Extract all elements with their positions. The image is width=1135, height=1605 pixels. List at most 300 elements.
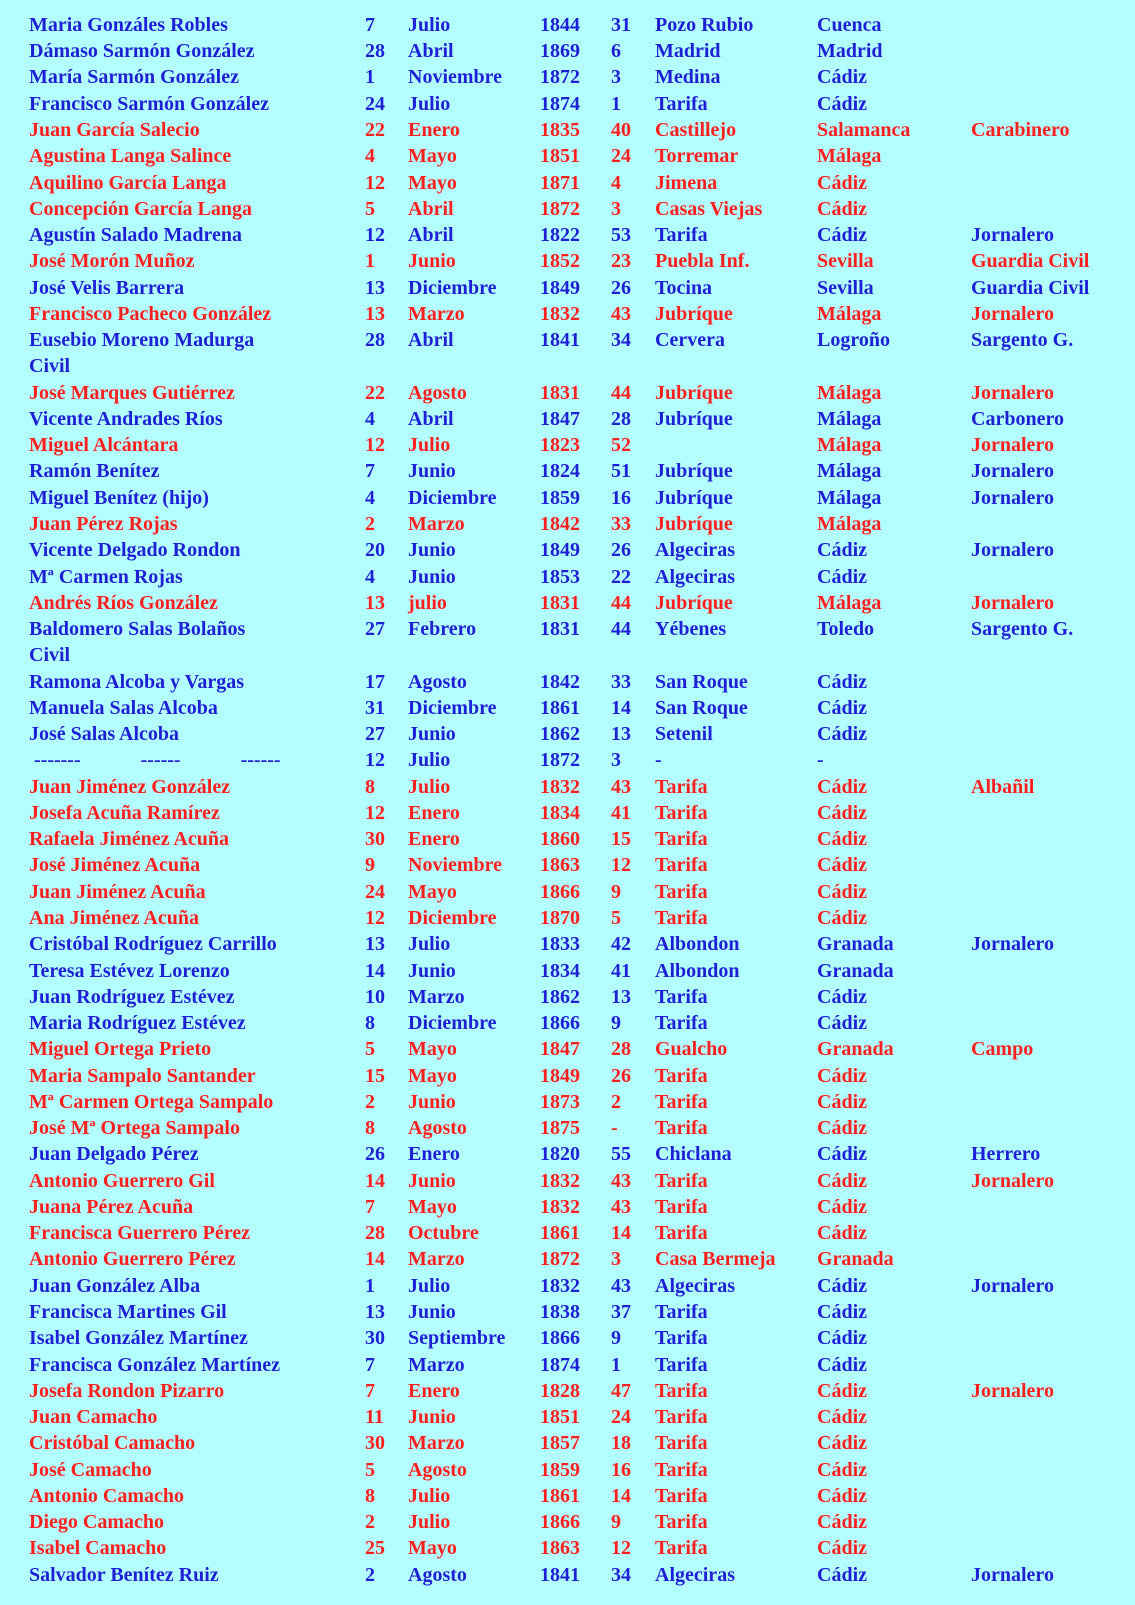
birth-town: Tarifa [655,1432,708,1454]
birth-province: Cádiz [817,539,867,561]
birth-province: Cádiz [817,1275,867,1297]
birth-month: Abril [408,40,454,62]
birth-province: Cádiz [817,1327,867,1349]
birth-year: 1863 [540,1537,580,1559]
birth-year: 1860 [540,828,580,850]
birth-day: 12 [365,224,385,246]
birth-year: 1838 [540,1301,580,1323]
birth-province: Cádiz [817,1117,867,1139]
birth-month: Junio [408,1091,456,1113]
birth-month: Abril [408,329,454,351]
person-name: Ramona Alcoba y Vargas [29,671,245,693]
age: 23 [611,250,631,272]
table-row [0,616,1135,642]
birth-day: 2 [365,1091,375,1113]
birth-town: Jubríque [655,592,733,614]
birth-day: 26 [365,1143,385,1165]
table-row [0,747,1135,773]
person-name: José Salas Alcoba [29,723,180,745]
person-name: Antonio Camacho [29,1485,185,1507]
person-name: Juan Jiménez González [29,776,231,798]
table-row [0,958,1135,984]
birth-town: Tarifa [655,802,708,824]
table-row [0,91,1135,117]
birth-town: Tarifa [655,828,708,850]
birth-year: 1863 [540,854,580,876]
birth-day: 13 [365,303,385,325]
birth-province: Cádiz [817,671,867,693]
age: 44 [611,592,631,614]
person-name: Maria Gonzáles Robles [29,14,228,36]
birth-month: Mayo [408,145,457,167]
birth-province: Sevilla [817,277,874,299]
birth-province: Cádiz [817,224,867,246]
person-name: Salvador Benítez Ruiz [29,1564,219,1586]
birth-month: Abril [408,408,454,430]
birth-year: 1861 [540,1222,580,1244]
birth-town: San Roque [655,697,748,719]
age: 43 [611,1196,631,1218]
birth-month: Junio [408,1406,456,1428]
birth-month: Julio [408,1485,451,1507]
person-name: Ana Jiménez Acuña [29,907,199,929]
birth-day: 7 [365,1196,375,1218]
birth-year: 1841 [540,1564,580,1586]
birth-town: Tocina [655,277,713,299]
birth-month: Julio [408,749,451,771]
birth-province: Málaga [817,408,882,430]
age: 33 [611,513,631,535]
age: 43 [611,1170,631,1192]
person-name: Juana Pérez Acuña [29,1196,194,1218]
table-row [0,537,1135,563]
table-row [0,905,1135,931]
person-name: Civil [29,644,71,666]
birth-day: 22 [365,382,385,404]
birth-month: Enero [408,828,460,850]
table-row [0,695,1135,721]
birth-year: 1852 [540,250,580,272]
occupation: Jornalero [971,592,1054,614]
birth-province: Cádiz [817,1301,867,1323]
age: 5 [611,907,621,929]
birth-day: 27 [365,723,385,745]
birth-province: Cádiz [817,723,867,745]
birth-day: 15 [365,1065,385,1087]
birth-province: Cádiz [817,1564,867,1586]
birth-month: Agosto [408,1117,467,1139]
occupation: Jornalero [971,434,1054,456]
birth-month: Agosto [408,382,467,404]
birth-day: 7 [365,460,375,482]
table-row [0,1352,1135,1378]
birth-year: 1832 [540,1170,580,1192]
birth-month: Diciembre [408,487,497,509]
age: 16 [611,1459,631,1481]
age: 3 [611,1248,621,1270]
person-name: José Morón Muñoz [29,250,195,272]
table-row [0,38,1135,64]
age: 24 [611,145,631,167]
birth-province: Cádiz [817,802,867,824]
birth-day: 2 [365,513,375,535]
person-name: Maria Sampalo Santander [29,1065,256,1087]
age: 3 [611,198,621,220]
person-name: Miguel Alcántara [29,434,179,456]
birth-province: Cádiz [817,828,867,850]
table-row [0,511,1135,537]
birth-day: 5 [365,198,375,220]
occupation: Carbonero [971,408,1064,430]
birth-province: Cádiz [817,1196,867,1218]
table-row [0,64,1135,90]
age: 13 [611,723,631,745]
birth-day: 28 [365,329,385,351]
birth-month: Diciembre [408,697,497,719]
birth-town: Tarifa [655,1065,708,1087]
birth-town: Medina [655,66,721,88]
table-row [0,1036,1135,1062]
table-row [0,1194,1135,1220]
table-row [0,248,1135,274]
age: 12 [611,1537,631,1559]
birth-province: Cádiz [817,1091,867,1113]
birth-town: Tarifa [655,986,708,1008]
birth-year: 1851 [540,1406,580,1428]
birth-province: Granada [817,1248,894,1270]
birth-town: Casas Viejas [655,198,763,220]
age: 53 [611,224,631,246]
birth-day: 4 [365,145,375,167]
person-name: José Camacho [29,1459,152,1481]
birth-province: Cádiz [817,1459,867,1481]
birth-month: Julio [408,14,451,36]
birth-town: - [655,749,662,771]
table-row [0,1299,1135,1325]
occupation: Jornalero [971,303,1054,325]
birth-province: Cádiz [817,1537,867,1559]
birth-town: Tarifa [655,1406,708,1428]
person-name: José Velis Barrera [29,277,185,299]
birth-day: 7 [365,14,375,36]
table-row [0,485,1135,511]
birth-year: 1851 [540,145,580,167]
birth-year: 1832 [540,776,580,798]
table-row [0,458,1135,484]
occupation: Jornalero [971,460,1054,482]
birth-province: Cádiz [817,1485,867,1507]
age: 24 [611,1406,631,1428]
birth-month: Mayo [408,1038,457,1060]
age: 26 [611,277,631,299]
birth-year: 1871 [540,172,580,194]
person-name: Vicente Andrades Ríos [29,408,223,430]
person-name: María Sarmón González [29,66,239,88]
birth-town: Castillejo [655,119,737,141]
birth-month: Junio [408,960,456,982]
birth-province: Cádiz [817,172,867,194]
person-name: Dámaso Sarmón González [29,40,255,62]
table-row [0,1246,1135,1272]
birth-day: 25 [365,1537,385,1559]
birth-town: San Roque [655,671,748,693]
birth-month: Mayo [408,1065,457,1087]
birth-year: 1849 [540,539,580,561]
table-row [0,117,1135,143]
birth-province: Cádiz [817,1354,867,1376]
birth-month: Noviembre [408,66,503,88]
birth-month: Marzo [408,303,465,325]
birth-year: 1820 [540,1143,580,1165]
occupation: Jornalero [971,539,1054,561]
age: 14 [611,1485,631,1507]
birth-day: 2 [365,1564,375,1586]
age: 13 [611,986,631,1008]
birth-province: Málaga [817,145,882,167]
age: 9 [611,1327,621,1349]
age: 33 [611,671,631,693]
birth-province: Cádiz [817,198,867,220]
birth-month: Marzo [408,1354,465,1376]
birth-town: Yébenes [655,618,727,640]
birth-year: 1841 [540,329,580,351]
person-name: Mª Carmen Rojas [29,566,183,588]
birth-year: 1822 [540,224,580,246]
age: 1 [611,1354,621,1376]
table-row [0,1220,1135,1246]
occupation: Jornalero [971,382,1054,404]
birth-province: Cádiz [817,1170,867,1192]
person-name: Aquilino García Langa [29,172,227,194]
person-name: Juan Camacho [29,1406,158,1428]
birth-province: Cádiz [817,1222,867,1244]
birth-year: 1842 [540,513,580,535]
birth-year: 1857 [540,1432,580,1454]
birth-year: 1872 [540,1248,580,1270]
table-row [0,1063,1135,1089]
birth-province: Cádiz [817,1511,867,1533]
table-row [0,406,1135,432]
birth-province: Cádiz [817,697,867,719]
table-row [0,1509,1135,1535]
birth-month: Julio [408,1275,451,1297]
birth-province: Cádiz [817,1432,867,1454]
occupation: Jornalero [971,224,1054,246]
birth-town: Casa Bermeja [655,1248,776,1270]
birth-town: Jubríque [655,513,733,535]
birth-year: 1823 [540,434,580,456]
birth-town: Torremar [655,145,739,167]
birth-day: 12 [365,172,385,194]
birth-year: 1853 [540,566,580,588]
person-name: Concepción García Langa [29,198,252,220]
birth-year: 1862 [540,723,580,745]
birth-month: Agosto [408,1459,467,1481]
birth-province: Cádiz [817,1065,867,1087]
birth-year: 1874 [540,93,580,115]
birth-town: Tarifa [655,93,708,115]
age: 43 [611,303,631,325]
birth-town: Tarifa [655,1354,708,1376]
age: 52 [611,434,631,456]
birth-province: Cádiz [817,66,867,88]
age: 40 [611,119,631,141]
birth-month: Noviembre [408,854,503,876]
occupation: Jornalero [971,487,1054,509]
table-row [0,1115,1135,1141]
birth-year: 1834 [540,960,580,982]
birth-town: Tarifa [655,1196,708,1218]
person-name: José Mª Ortega Sampalo [29,1117,240,1139]
occupation: Jornalero [971,1275,1054,1297]
birth-month: Diciembre [408,907,497,929]
age: - [611,1117,618,1139]
table-row [0,1404,1135,1430]
birth-province: Cádiz [817,776,867,798]
birth-month: Junio [408,723,456,745]
birth-town: Tarifa [655,1222,708,1244]
birth-year: 1832 [540,1196,580,1218]
age: 2 [611,1091,621,1113]
table-row [0,275,1135,301]
person-name: Juan Jiménez Acuña [29,881,206,903]
birth-town: Tarifa [655,1380,708,1402]
birth-month: Junio [408,1301,456,1323]
birth-year: 1873 [540,1091,580,1113]
birth-town: Tarifa [655,1301,708,1323]
person-name: Juan González Alba [29,1275,201,1297]
age: 14 [611,697,631,719]
birth-month: Julio [408,933,451,955]
birth-day: 27 [365,618,385,640]
birth-year: 1862 [540,986,580,1008]
person-name: Francisca González Martínez [29,1354,281,1376]
table-row [0,353,1135,379]
person-name: Diego Camacho [29,1511,164,1533]
birth-month: Diciembre [408,1012,497,1034]
birth-province: Málaga [817,303,882,325]
table-row [0,800,1135,826]
birth-day: 4 [365,487,375,509]
birth-month: Marzo [408,1248,465,1270]
occupation: Herrero [971,1143,1041,1165]
birth-town: Tarifa [655,1459,708,1481]
person-name: Juan Delgado Pérez [29,1143,199,1165]
table-row [0,1378,1135,1404]
birth-town: Tarifa [655,907,708,929]
birth-town: Algeciras [655,1275,735,1297]
birth-day: 11 [365,1406,384,1428]
birth-day: 30 [365,1327,385,1349]
table-row [0,170,1135,196]
age: 4 [611,172,621,194]
birth-year: 1859 [540,1459,580,1481]
birth-month: Junio [408,539,456,561]
age: 28 [611,408,631,430]
person-name: Teresa Estévez Lorenzo [29,960,230,982]
birth-year: 1866 [540,1511,580,1533]
birth-town: Cervera [655,329,725,351]
age: 43 [611,1275,631,1297]
birth-day: 12 [365,434,385,456]
birth-province: Toledo [817,618,875,640]
occupation: Guardia Civil [971,277,1090,299]
birth-month: Junio [408,1170,456,1192]
birth-day: 8 [365,776,375,798]
birth-province: - [817,749,824,771]
birth-year: 1875 [540,1117,580,1139]
birth-year: 1844 [540,14,580,36]
birth-town: Tarifa [655,881,708,903]
birth-year: 1828 [540,1380,580,1402]
birth-year: 1834 [540,802,580,824]
birth-year: 1874 [540,1354,580,1376]
age: 43 [611,776,631,798]
birth-town: Jubríque [655,408,733,430]
table-row [0,1430,1135,1456]
person-name: Francisca Martines Gil [29,1301,227,1323]
table-row [0,1273,1135,1299]
person-name: Juan Rodríguez Estévez [29,986,235,1008]
birth-day: 31 [365,697,385,719]
birth-month: Junio [408,566,456,588]
age: 41 [611,960,631,982]
birth-year: 1842 [540,671,580,693]
birth-province: Cádiz [817,1143,867,1165]
birth-town: Jimena [655,172,718,194]
person-name: Josefa Rondon Pizarro [29,1380,225,1402]
birth-town: Pozo Rubio [655,14,754,36]
person-name: Manuela Salas Alcoba [29,697,218,719]
age: 1 [611,93,621,115]
birth-day: 30 [365,828,385,850]
person-name: Juan Pérez Rojas [29,513,178,535]
occupation: Jornalero [971,933,1054,955]
birth-month: Febrero [408,618,477,640]
occupation: Jornalero [971,1380,1054,1402]
birth-year: 1861 [540,697,580,719]
birth-day: 10 [365,986,385,1008]
birth-province: Cádiz [817,566,867,588]
table-row [0,432,1135,458]
birth-year: 1869 [540,40,580,62]
birth-year: 1832 [540,303,580,325]
person-name: José Marques Gutiérrez [29,382,235,404]
birth-town: Setenil [655,723,713,745]
occupation: Jornalero [971,1564,1054,1586]
birth-day: 24 [365,93,385,115]
table-row [0,380,1135,406]
birth-day: 5 [365,1459,375,1481]
birth-month: Enero [408,1143,460,1165]
birth-town: Puebla Inf. [655,250,750,272]
age: 55 [611,1143,631,1165]
birth-year: 1833 [540,933,580,955]
person-name: Agustina Langa Salince [29,145,232,167]
age: 6 [611,40,621,62]
birth-town: Tarifa [655,776,708,798]
birth-town: Jubríque [655,460,733,482]
birth-year: 1849 [540,1065,580,1087]
table-row [0,143,1135,169]
birth-year: 1831 [540,618,580,640]
birth-year: 1847 [540,408,580,430]
birth-day: 24 [365,881,385,903]
birth-day: 30 [365,1432,385,1454]
birth-town: Jubríque [655,303,733,325]
person-name: Ramón Benítez [29,460,160,482]
birth-town: Albondon [655,960,740,982]
